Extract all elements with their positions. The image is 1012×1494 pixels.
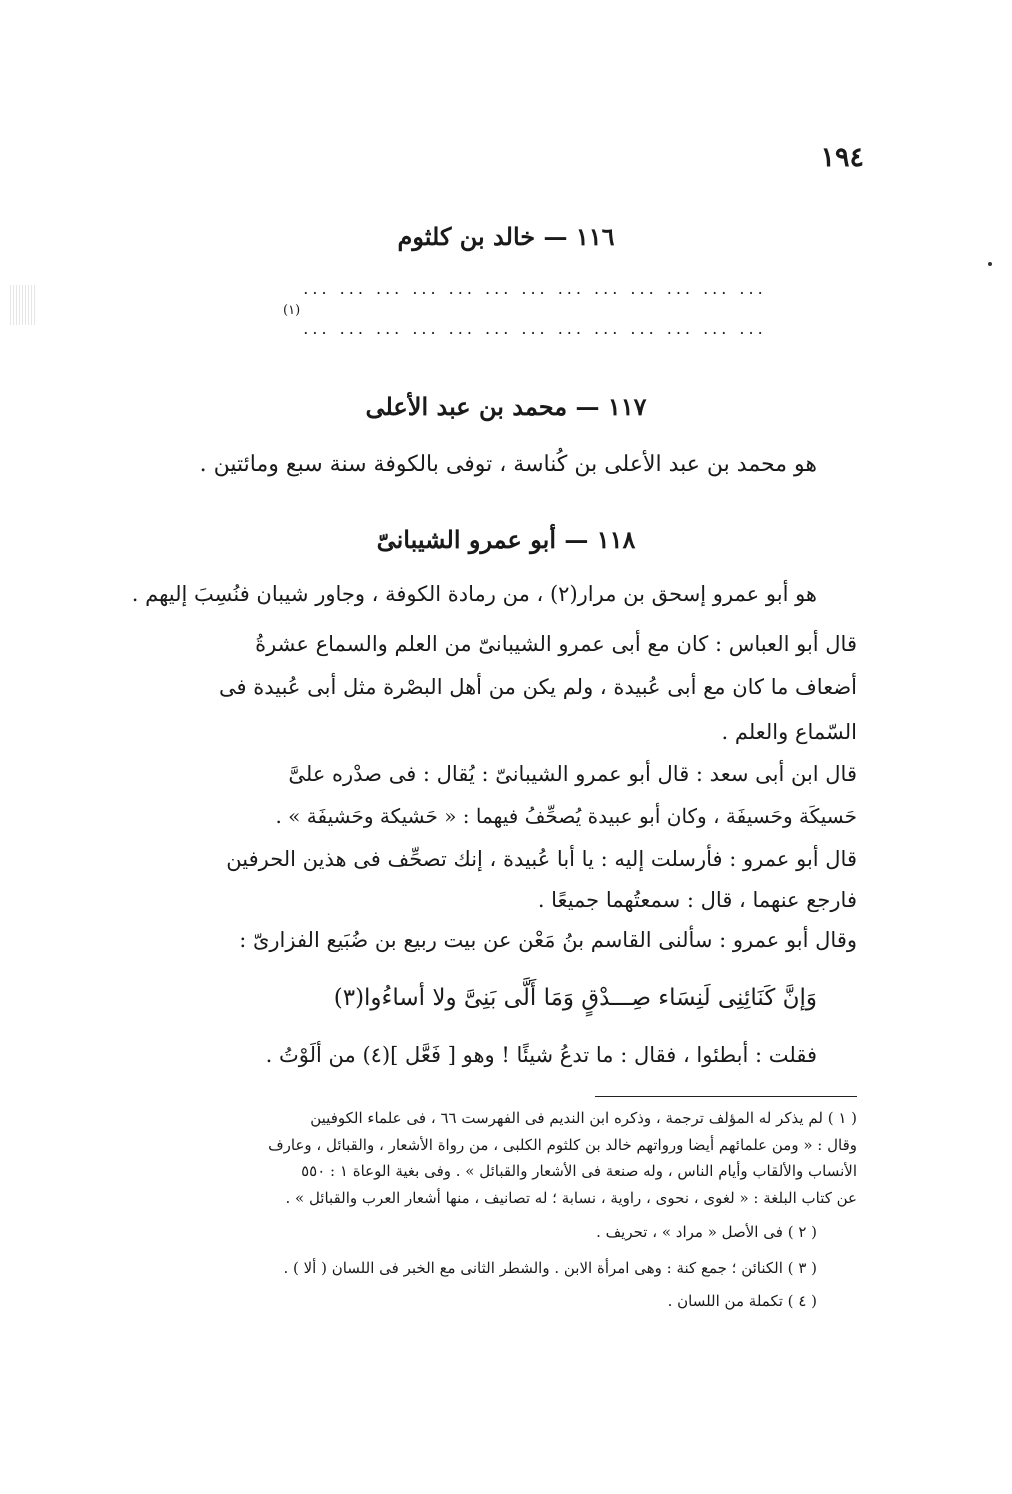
paragraph-line: هو أبو عمرو إسحق بن مرار(٢) ، من رمادة الكوفة ، وجاور شيبان فنُسِبَ إليهم . [131,582,817,606]
paragraph-line: السّماع والعلم . [721,720,857,744]
ellipsis-line-1: ... ... ... ... ... ... ... ... ... ... ... ... ... [303,279,767,298]
heading-116: ١١٦ — خالد بن كلثوم [397,222,615,251]
footnote-line: عن كتاب البلغة : « لغوى ، نحوى ، راوية ، نسابة ؛ له تصانيف ، منها أشعار العرب والقبائل » . [285,1189,857,1207]
heading-118: ١١٨ — أبو عمرو الشيبانىّ [376,525,636,554]
footnote-line: ( ٤ ) تكملة من اللسان . [667,1292,817,1310]
footnote-line: الأنساب والألقاب وأيام الناس ، وله صنعة فى الأشعار والقبائل » . وفى بغية الوعاة ١ : ٥٥٠ [301,1162,857,1180]
footnote-marker-1: (١) [283,303,301,318]
paragraph-line: فقلت : أبطئوا ، فقال : ما تدعُ شيئًا ! وهو [ فَعَّل ](٤) من ألَوْتُ . [265,1043,817,1067]
footnote-line: ( ١ ) لم يذكر له المؤلف ترجمة ، وذكره ابن النديم فى الفهرست ٦٦ ، فى علماء الكوفيين [310,1109,857,1127]
ellipsis-line-2: ... ... ... ... ... ... ... ... ... ... ... ... ... [303,319,767,338]
paragraph-line: فارجع عنهما ، قال : سمعتُهما جميعًا . [537,888,857,912]
paragraph-line: قال أبو عمرو : فأرسلت إليه : يا أبا عُبيدة ، إنك تصحِّف فى هذين الحرفين [226,847,857,871]
page-number: ١٩٤ [820,142,864,173]
paragraph-line: قال أبو العباس : كان مع أبى عمرو الشيبانىّ من العلم والسماع عشرةُ [255,632,857,656]
verse-line: وَإنَّ كَنَائِنِى لَنِسَاء صِـــدْقٍ وَمَا أَلَّى بَنِىَّ ولا أساءُوا(٣) [333,985,817,1011]
heading-117: ١١٧ — محمد بن عبد الأعلى [365,392,647,421]
scan-speck [988,262,992,266]
footnote-line: ( ٣ ) الكنائن ؛ جمع كنة : وهى امرأة الابن . والشطر الثانى مع الخبر فى اللسان ( ألا ) . [283,1259,817,1277]
footnote-line: وقال : « ومن علمائهم أيضا ورواتهم خالد بن كلثوم الكلبى ، من رواة الأشعار ، والقبائل ، وعارف [268,1136,857,1154]
margin-scan-noise [10,285,36,325]
paragraph-line: حَسيكَة وحَسيفَة ، وكان أبو عبيدة يُصحِّفُ فيهما : « حَشيكة وحَشيفَة » . [275,804,857,828]
footnote-divider [595,1096,857,1097]
paragraph-line: أضعاف ما كان مع أبى عُبيدة ، ولم يكن من أهل البصْرة مثل أبى عُبيدة فى [219,675,857,699]
paragraph-line: قال ابن أبى سعد : قال أبو عمرو الشيبانىّ : يُقال : فى صدْره علىَّ [288,762,857,786]
footnote-line: ( ٢ ) فى الأصل « مراد » ، تحريف . [596,1223,817,1241]
section-117-text: هو محمد بن عبد الأعلى بن كُناسة ، توفى بالكوفة سنة سبع ومائتين . [199,452,817,477]
paragraph-line: وقال أبو عمرو : سألنى القاسم بنُ مَعْن عن بيت ربيع بن ضُبَيع الفزارىّ : [239,928,857,952]
